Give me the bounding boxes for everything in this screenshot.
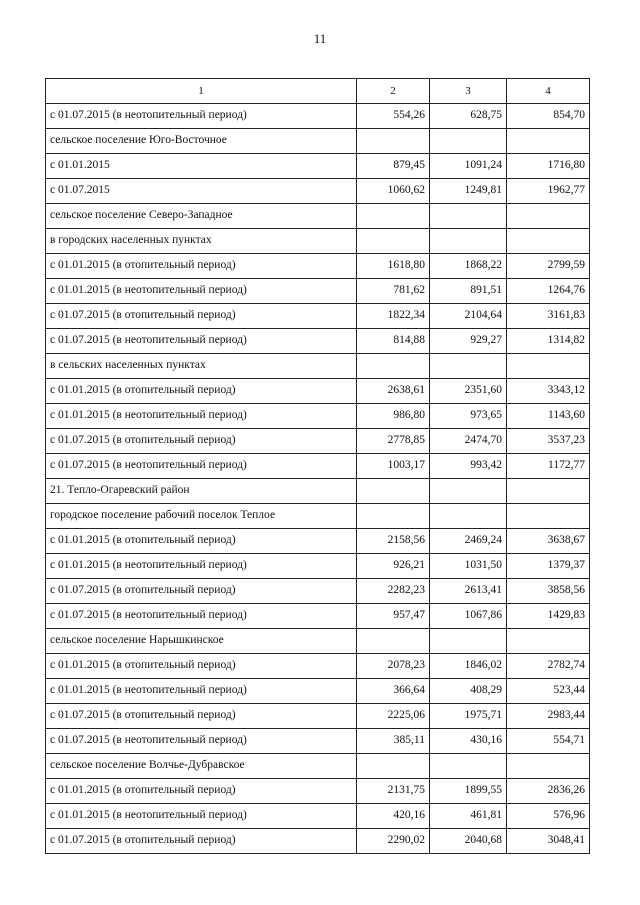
row-label: с 01.01.2015 (в неотопительный период): [46, 554, 357, 579]
row-label: с 01.01.2015 (в неотопительный период): [46, 279, 357, 304]
row-value-col-4: 1172,77: [507, 454, 590, 479]
table-row: [46, 304, 590, 329]
row-value-col-4: [507, 129, 590, 154]
row-value-col-3: 1031,50: [430, 554, 507, 579]
row-label: 21. Тепло-Огаревский район: [46, 479, 357, 504]
row-value-col-2: 2638,61: [357, 379, 430, 404]
row-value-col-2: [357, 754, 430, 779]
row-value-col-4: 2782,74: [507, 654, 590, 679]
table-row: [46, 579, 590, 604]
row-value-col-3: 2104,64: [430, 304, 507, 329]
row-label: с 01.01.2015 (в отопительный период): [46, 379, 357, 404]
row-value-col-4: 3343,12: [507, 379, 590, 404]
row-value-col-3: 2351,60: [430, 379, 507, 404]
row-value-col-3: 2613,41: [430, 579, 507, 604]
row-label: с 01.07.2015 (в отопительный период): [46, 304, 357, 329]
row-value-col-4: [507, 754, 590, 779]
row-value-col-2: 420,16: [357, 804, 430, 829]
row-label: с 01.07.2015 (в отопительный период): [46, 579, 357, 604]
row-value-col-3: 1846,02: [430, 654, 507, 679]
table-row: [46, 404, 590, 429]
table-row: [46, 379, 590, 404]
row-value-col-2: 986,80: [357, 404, 430, 429]
row-value-col-3: 430,16: [430, 729, 507, 754]
table-row: [46, 654, 590, 679]
row-value-col-3: 628,75: [430, 104, 507, 129]
row-label: с 01.07.2015 (в отопительный период): [46, 829, 357, 854]
row-label: с 01.01.2015 (в отопительный период): [46, 254, 357, 279]
row-value-col-4: 1379,37: [507, 554, 590, 579]
row-label: в городских населенных пунктах: [46, 229, 357, 254]
table-row: [46, 279, 590, 304]
row-value-col-4: [507, 504, 590, 529]
row-label: с 01.07.2015: [46, 179, 357, 204]
row-value-col-3: 408,29: [430, 679, 507, 704]
row-value-col-2: 2290,02: [357, 829, 430, 854]
row-value-col-2: 2131,75: [357, 779, 430, 804]
row-value-col-2: [357, 504, 430, 529]
row-value-col-2: 957,47: [357, 604, 430, 629]
row-value-col-2: [357, 229, 430, 254]
row-value-col-4: 523,44: [507, 679, 590, 704]
row-label: сельское поселение Юго-Восточное: [46, 129, 357, 154]
row-value-col-3: [430, 354, 507, 379]
row-value-col-4: [507, 479, 590, 504]
row-label: с 01.07.2015 (в неотопительный период): [46, 604, 357, 629]
row-label: с 01.07.2015 (в отопительный период): [46, 704, 357, 729]
row-value-col-4: 576,96: [507, 804, 590, 829]
row-value-col-4: 1143,60: [507, 404, 590, 429]
row-value-col-3: 1868,22: [430, 254, 507, 279]
row-value-col-2: 2282,23: [357, 579, 430, 604]
table-row: [46, 179, 590, 204]
row-value-col-4: 3858,56: [507, 579, 590, 604]
row-value-col-4: 1962,77: [507, 179, 590, 204]
row-value-col-3: [430, 754, 507, 779]
table-row: [46, 604, 590, 629]
table-row: [46, 329, 590, 354]
row-value-col-3: 2469,24: [430, 529, 507, 554]
row-value-col-4: 1314,82: [507, 329, 590, 354]
row-value-col-2: [357, 129, 430, 154]
table-row: [46, 804, 590, 829]
row-value-col-3: 1091,24: [430, 154, 507, 179]
row-label: с 01.07.2015 (в отопительный период): [46, 429, 357, 454]
row-value-col-3: [430, 229, 507, 254]
header-col-4: 4: [507, 79, 590, 104]
row-label: с 01.01.2015 (в отопительный период): [46, 529, 357, 554]
tariff-table: [45, 78, 590, 854]
table-row: [46, 354, 590, 379]
row-value-col-3: 2474,70: [430, 429, 507, 454]
row-value-col-4: 2836,26: [507, 779, 590, 804]
header-col-2: 2: [357, 79, 430, 104]
table-row: [46, 704, 590, 729]
table-row: [46, 829, 590, 854]
page-number: 11: [313, 31, 327, 46]
row-value-col-2: 2078,23: [357, 654, 430, 679]
row-label: с 01.07.2015 (в неотопительный период): [46, 104, 357, 129]
row-label: с 01.07.2015 (в неотопительный период): [46, 729, 357, 754]
row-label: с 01.07.2015 (в неотопительный период): [46, 454, 357, 479]
row-label: сельское поселение Северо-Западное: [46, 204, 357, 229]
header-col-1: 1: [46, 79, 357, 104]
row-value-col-3: 1249,81: [430, 179, 507, 204]
row-value-col-3: 1899,55: [430, 779, 507, 804]
row-value-col-4: [507, 204, 590, 229]
table-row: [46, 754, 590, 779]
row-label: с 01.01.2015 (в неотопительный период): [46, 804, 357, 829]
row-value-col-3: [430, 479, 507, 504]
row-value-col-4: [507, 229, 590, 254]
table-row: [46, 454, 590, 479]
tariff-table-body: [46, 79, 590, 854]
table-header-row: [46, 79, 590, 104]
table-row: [46, 254, 590, 279]
row-value-col-2: [357, 479, 430, 504]
row-value-col-3: 993,42: [430, 454, 507, 479]
row-label: с 01.01.2015: [46, 154, 357, 179]
table-row: [46, 204, 590, 229]
row-value-col-2: 1618,80: [357, 254, 430, 279]
row-label: с 01.01.2015 (в отопительный период): [46, 654, 357, 679]
row-value-col-2: 2158,56: [357, 529, 430, 554]
row-value-col-3: 973,65: [430, 404, 507, 429]
table-row: [46, 229, 590, 254]
table-row: [46, 429, 590, 454]
row-value-col-3: 891,51: [430, 279, 507, 304]
table-row: [46, 679, 590, 704]
row-value-col-3: 1975,71: [430, 704, 507, 729]
row-label: сельское поселение Нарышкинское: [46, 629, 357, 654]
row-value-col-2: 1822,34: [357, 304, 430, 329]
row-value-col-2: [357, 354, 430, 379]
row-value-col-3: [430, 504, 507, 529]
row-value-col-4: 3048,41: [507, 829, 590, 854]
row-label: сельское поселение Волчье-Дубравское: [46, 754, 357, 779]
table-row: [46, 729, 590, 754]
row-value-col-2: 366,64: [357, 679, 430, 704]
row-value-col-2: 385,11: [357, 729, 430, 754]
row-value-col-3: [430, 629, 507, 654]
row-value-col-2: 879,45: [357, 154, 430, 179]
row-label: с 01.07.2015 (в неотопительный период): [46, 329, 357, 354]
row-value-col-4: 3537,23: [507, 429, 590, 454]
row-value-col-4: 1716,80: [507, 154, 590, 179]
row-value-col-4: 854,70: [507, 104, 590, 129]
row-value-col-2: 2778,85: [357, 429, 430, 454]
row-value-col-3: 2040,68: [430, 829, 507, 854]
row-value-col-2: 814,88: [357, 329, 430, 354]
row-value-col-2: 554,26: [357, 104, 430, 129]
row-value-col-3: [430, 204, 507, 229]
table-row: [46, 504, 590, 529]
row-value-col-4: 1429,83: [507, 604, 590, 629]
table-row: [46, 479, 590, 504]
row-value-col-2: [357, 629, 430, 654]
row-value-col-3: 929,27: [430, 329, 507, 354]
row-value-col-4: 1264,76: [507, 279, 590, 304]
row-value-col-4: 554,71: [507, 729, 590, 754]
row-value-col-4: 2799,59: [507, 254, 590, 279]
table-row: [46, 104, 590, 129]
row-label: с 01.01.2015 (в неотопительный период): [46, 404, 357, 429]
row-value-col-2: 1003,17: [357, 454, 430, 479]
row-value-col-2: 926,21: [357, 554, 430, 579]
row-value-col-2: [357, 204, 430, 229]
table-row: [46, 129, 590, 154]
row-value-col-4: 3161,83: [507, 304, 590, 329]
row-value-col-4: [507, 354, 590, 379]
row-value-col-4: [507, 629, 590, 654]
table-row: [46, 529, 590, 554]
table-row: [46, 629, 590, 654]
row-value-col-3: 1067,86: [430, 604, 507, 629]
row-label: с 01.01.2015 (в отопительный период): [46, 779, 357, 804]
row-label: с 01.01.2015 (в неотопительный период): [46, 679, 357, 704]
row-label: городское поселение рабочий поселок Теплое: [46, 504, 357, 529]
table-row: [46, 154, 590, 179]
row-value-col-4: 3638,67: [507, 529, 590, 554]
row-value-col-3: 461,81: [430, 804, 507, 829]
row-value-col-3: [430, 129, 507, 154]
table-row: [46, 554, 590, 579]
row-value-col-2: 2225,06: [357, 704, 430, 729]
row-value-col-2: 1060,62: [357, 179, 430, 204]
table-row: [46, 779, 590, 804]
row-label: в сельских населенных пунктах: [46, 354, 357, 379]
header-col-3: 3: [430, 79, 507, 104]
row-value-col-2: 781,62: [357, 279, 430, 304]
row-value-col-4: 2983,44: [507, 704, 590, 729]
